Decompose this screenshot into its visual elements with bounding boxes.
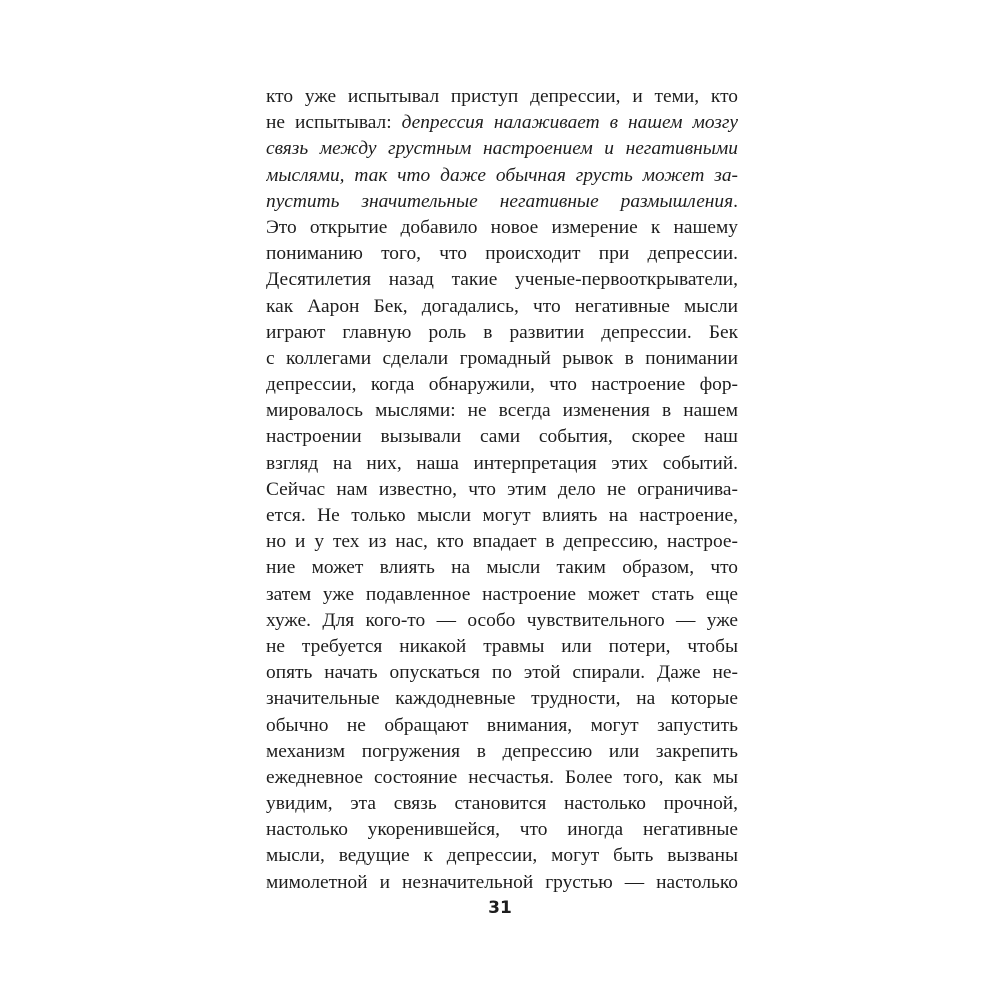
line-content (266, 110, 738, 136)
text-segment: ние может влиять на мысли таким образом, что (266, 557, 738, 579)
text-line (266, 189, 738, 215)
text-segment: значительные каждодневные трудности, на которые (266, 688, 738, 710)
text-segment: механизм погружения в депрессию или закрепить (266, 740, 738, 762)
line-content (266, 215, 738, 241)
text-segment: опять начать опускаться по этой спирали. Даже не- (266, 662, 738, 684)
text-segment: с коллегами сделали громадный рывок в понимании (266, 347, 738, 369)
text-line (266, 320, 738, 346)
text-line (266, 529, 738, 555)
line-content (266, 817, 738, 843)
line-content (266, 372, 738, 398)
text-line (266, 739, 738, 765)
line-content (266, 686, 738, 712)
text-line (266, 608, 738, 634)
line-content (266, 294, 738, 320)
text-line (266, 267, 738, 293)
italic-text-segment: связь между грустным настроением и негативными (266, 138, 738, 160)
line-content (266, 503, 738, 529)
line-content (266, 529, 738, 555)
text-segment: но и у тех из нас, кто впадает в депрессию, настрое- (266, 531, 738, 553)
italic-text-segment: депрессия налаживает в нашем мозгу (401, 112, 738, 134)
text-segment: увидим, эта связь становится настолько прочной, (266, 793, 738, 815)
text-line (266, 398, 738, 424)
line-content (266, 136, 738, 162)
line-content (266, 398, 738, 424)
text-line (266, 582, 738, 608)
text-line (266, 817, 738, 843)
text-line (266, 765, 738, 791)
line-content (266, 320, 738, 346)
text-segment: взгляд на них, наша интерпретация этих событий. (266, 452, 738, 474)
line-content (266, 451, 738, 477)
text-line (266, 372, 738, 398)
text-line (266, 843, 738, 869)
text-line (266, 294, 738, 320)
text-segment: мысли, ведущие к депрессии, могут быть вызваны (266, 845, 738, 867)
text-segment: не требуется никакой травмы или потери, чтобы (266, 635, 738, 657)
text-segment: ется. Не только мысли могут влиять на настроение, (266, 505, 738, 526)
text-line (266, 110, 738, 136)
line-content (266, 189, 738, 215)
text-line (266, 241, 738, 267)
line-content (266, 739, 738, 765)
text-segment: обычно не обращают внимания, могут запустить (266, 714, 738, 736)
line-content (266, 267, 738, 293)
line-content (266, 84, 738, 110)
italic-text-segment: мыслями, так что даже обычная грусть может за- (266, 164, 738, 186)
text-segment: . (733, 190, 738, 212)
text-line (266, 634, 738, 660)
text-segment: как Аарон Бек, догадались, что негативные мысли (266, 295, 738, 317)
text-segment: кто уже испытывал приступ депрессии, и теми, кто (266, 86, 738, 107)
text-segment: настолько укоренившейся, что иногда негативные (266, 819, 738, 841)
text-line (266, 136, 738, 162)
text-segment: Десятилетия назад такие ученые-первооткрыватели, (266, 269, 738, 291)
line-content (266, 634, 738, 660)
line-content (266, 608, 738, 634)
text-segment: Сейчас нам известно, что этим дело не ограничива- (266, 478, 738, 500)
line-content (266, 241, 738, 267)
text-segment: ежедневное состояние несчастья. Более того, как мы (266, 766, 738, 788)
text-segment: пониманию того, что происходит при депрессии. (266, 243, 738, 265)
line-content (266, 163, 738, 189)
text-segment: играют главную роль в развитии депрессии. Бек (266, 321, 738, 343)
text-segment: не испытывал: (266, 112, 402, 134)
text-segment: хуже. Для кого-то — особо чувствительного — уже (266, 609, 738, 631)
text-line (266, 503, 738, 529)
line-content (266, 555, 738, 581)
text-line (266, 424, 738, 450)
body-text (266, 84, 738, 896)
line-content (266, 346, 738, 372)
text-line (266, 451, 738, 477)
italic-text-segment: пустить значительные негативные размышления (266, 190, 734, 212)
line-content (266, 791, 738, 817)
text-line (266, 346, 738, 372)
line-content (266, 765, 738, 791)
text-segment: мировалось мыслями: не всегда изменения в нашем (266, 400, 738, 422)
text-segment: Это открытие добавило новое измерение к нашему (266, 216, 738, 238)
text-line (266, 84, 738, 110)
line-content (266, 843, 738, 869)
text-line (266, 870, 738, 896)
line-content (266, 870, 738, 896)
line-content (266, 477, 738, 503)
line-content (266, 713, 738, 739)
text-line (266, 215, 738, 241)
page-number: 31 (488, 898, 512, 918)
text-segment: затем уже подавленное настроение может стать еще (266, 583, 738, 605)
text-line (266, 660, 738, 686)
text-line (266, 791, 738, 817)
text-line (266, 477, 738, 503)
text-line (266, 686, 738, 712)
text-line (266, 555, 738, 581)
line-content (266, 582, 738, 608)
line-content (266, 424, 738, 450)
text-line (266, 713, 738, 739)
text-segment: мимолетной и незначительной грустью — настолько (266, 871, 738, 893)
text-line (266, 163, 738, 189)
text-segment: настроении вызывали сами события, скорее наш (266, 426, 738, 448)
line-content (266, 660, 738, 686)
text-segment: депрессии, когда обнаружили, что настроение фор- (266, 374, 738, 396)
